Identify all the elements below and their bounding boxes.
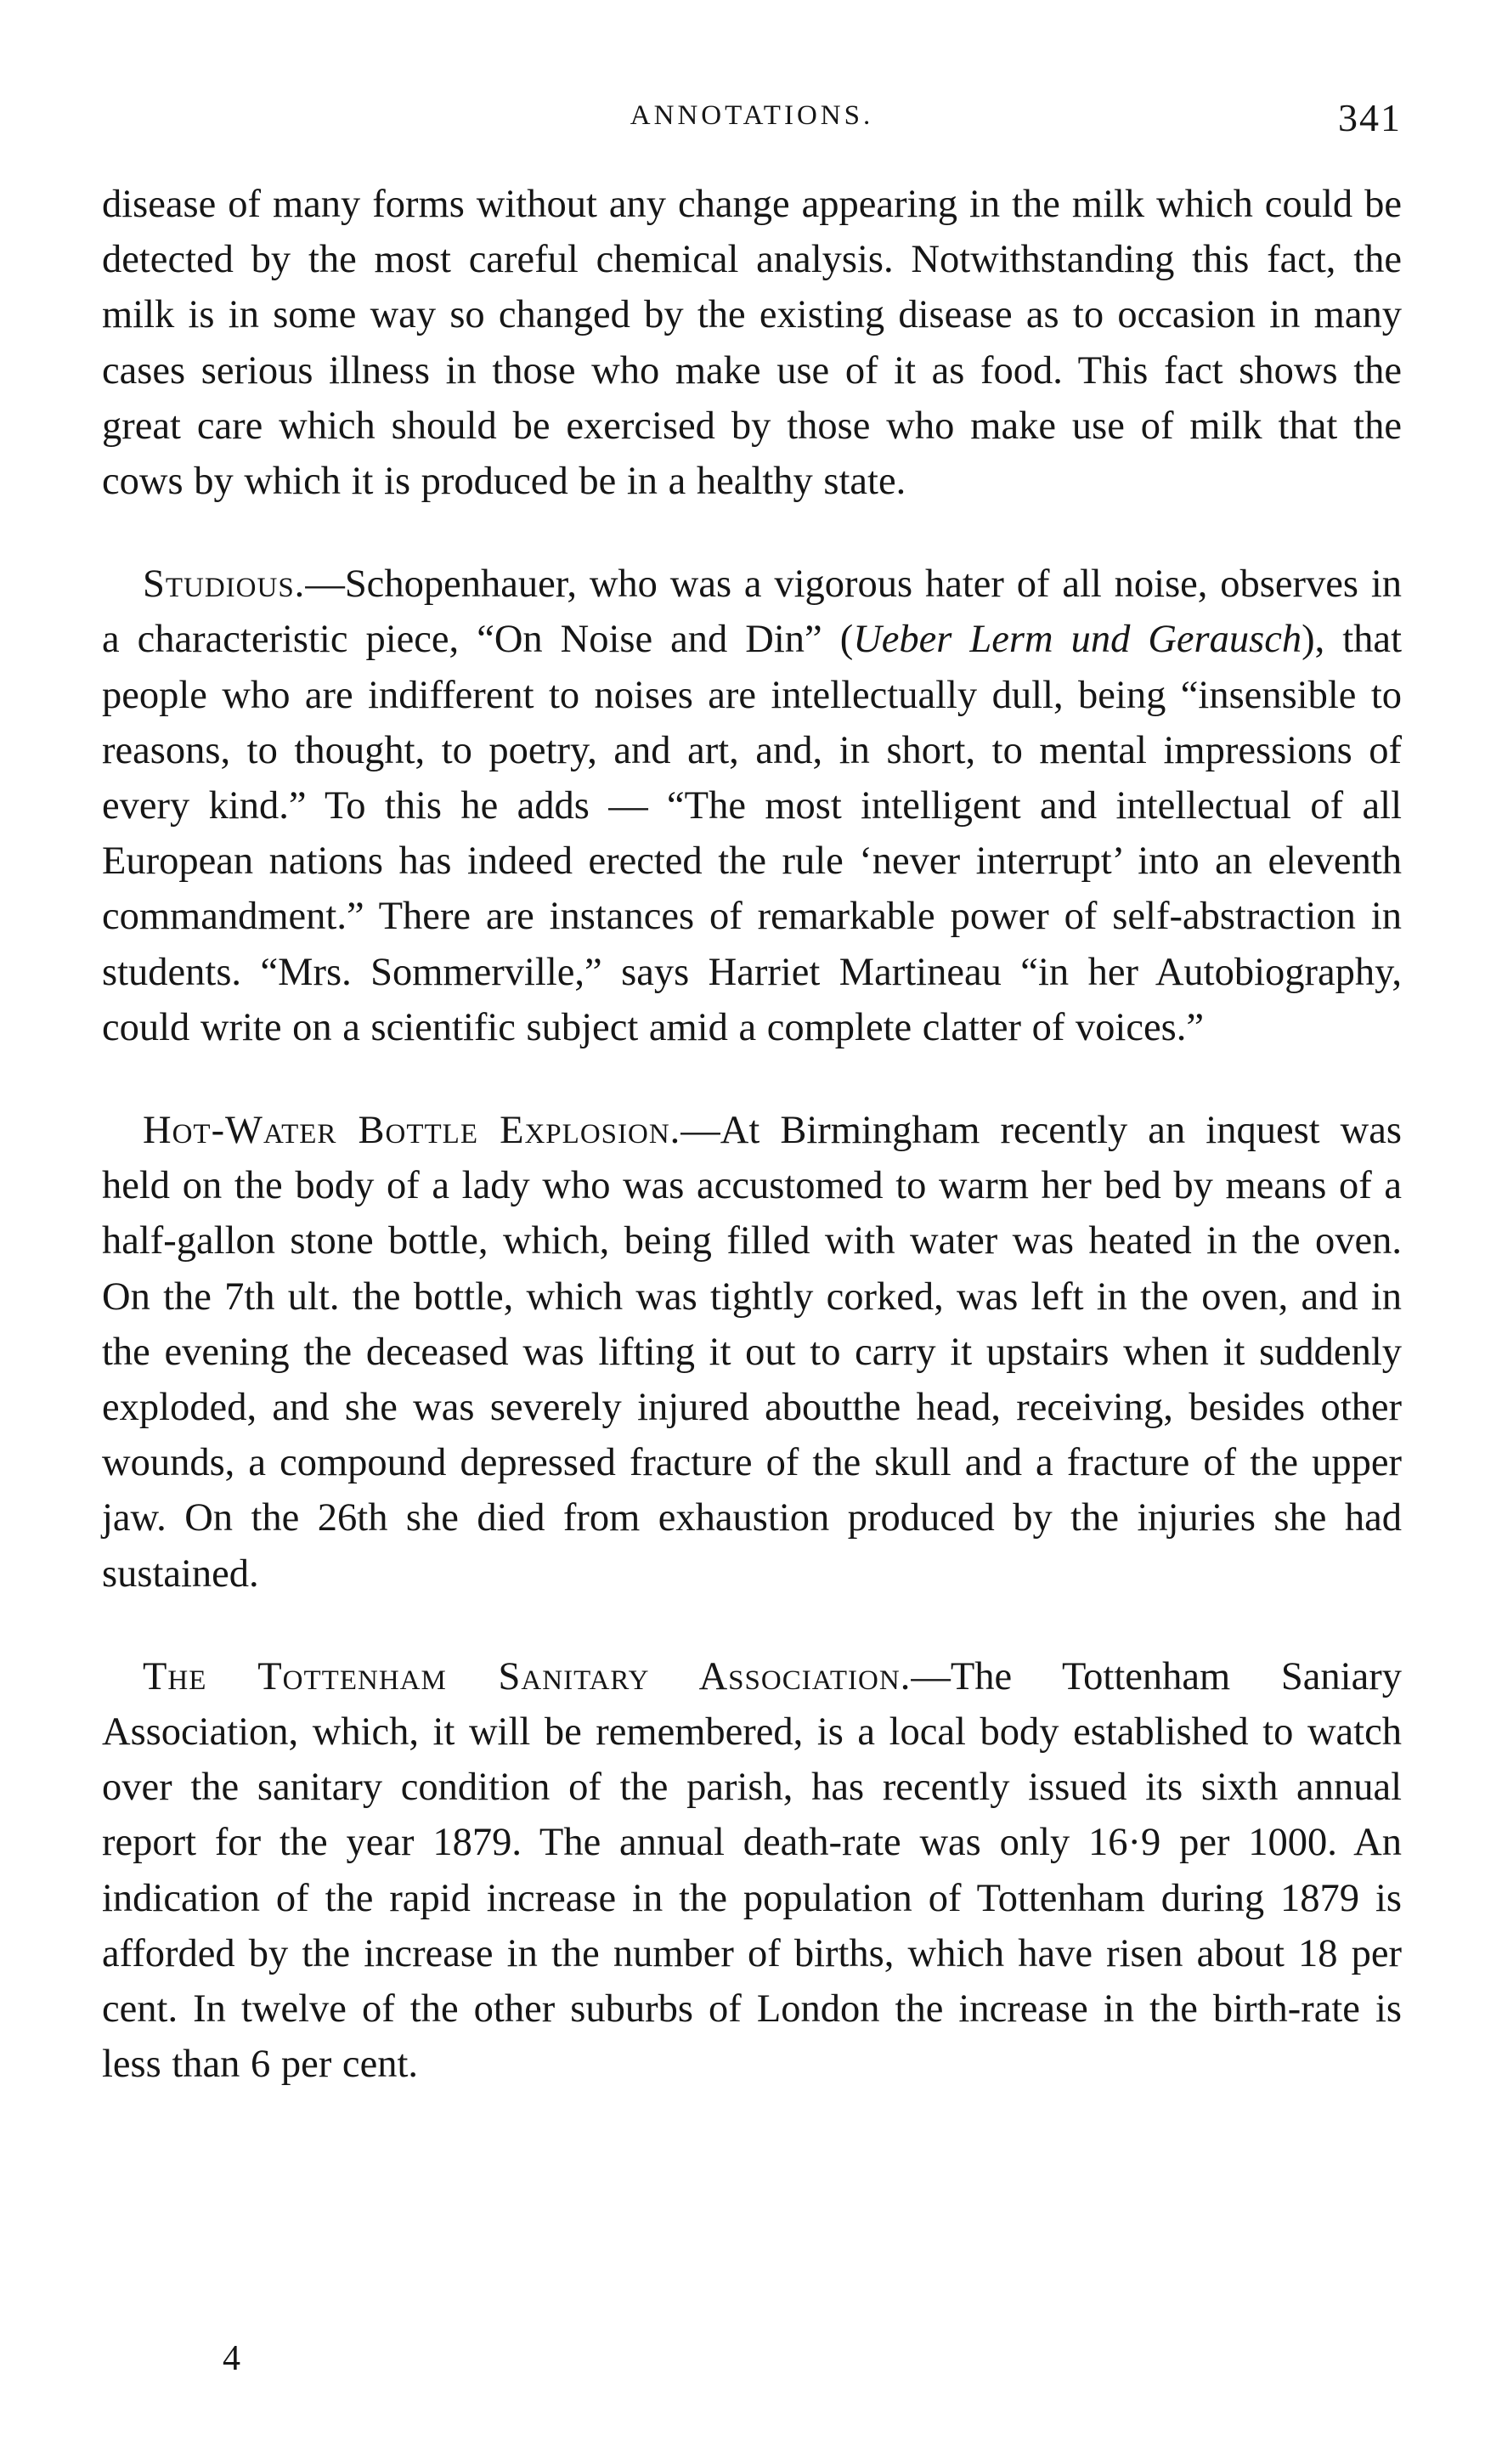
section-heading-studious: Studious.	[143, 562, 306, 607]
paragraph-text: disease of many forms without any change appearing in the milk which could be detected by the most careful chemical analysis. Notwithstanding this fact, the milk is in some way so changed by the existing disease as to occasion in many cases serious illness in those who make use of it as food. This fact shows the great care which should be exercised by those who make use of milk that the cows by which it is produced be in a healthy state.	[102, 183, 1402, 504]
body-text	[102, 177, 1402, 2093]
section-heading-hot-water-bottle: Hot-Water Bottle Explosion.	[143, 1109, 681, 1153]
running-title: ANNOTATIONS.	[630, 100, 874, 131]
paragraph-studious	[102, 557, 1402, 1055]
paragraph-text: —The Tottenham Saniary Association, which, it will be remembered, is a local body established to watch over the sanitary condition of the parish, has recently issued its sixth annual report for the year 1879. The annual death-rate was only 16·9 per 1000. An indication of the rapid increase in the population of Tottenham during 1879 is afforded by the increase in the number of births, which have risen about 18 per cent. In twelve of the other suburbs of London the increase in the birth-rate is less than 6 per cent.	[102, 1654, 1402, 2087]
paragraph-text: —Schopenhauer, who was a vigorous hater of all noise, observes in a characteristic piece, “On Noise and Din” (	[102, 562, 1402, 662]
paragraph-tottenham	[102, 1649, 1402, 2093]
italic-title: Ueber Lerm und Gerausch	[853, 618, 1302, 662]
section-heading-tottenham: The Tottenham Sanitary Association.	[143, 1654, 912, 1698]
paragraph-text: —At Birmingham recently an inquest was held on the body of a lady who was accustomed to warm her bed by means of a half-gallon stone bottle, which, being filled with water was heated in the oven. On the 7th ult. the bottle, which was tightly corked, was left in the oven, and in the evening the deceased was lifting it out to carry it upstairs when it suddenly exploded, and she was severely injured aboutthe head, receiving, besides other wounds, a compound depressed fracture of the skull and a fracture of the upper jaw. On the 26th she died from exhaustion produced by the injuries she had sustained.	[102, 1109, 1402, 1596]
page-number: 341	[1338, 96, 1402, 139]
paragraph-hot-water-bottle	[102, 1103, 1402, 1602]
signature-mark: 4	[223, 2339, 240, 2378]
running-head	[102, 95, 1402, 146]
paragraph-text-after: ), that people who are indifferent to noises are intellectually dull, being “insensible to reasons, to thought, to poetry, and art, and, in short, to mental impressions of every kind.” To this he adds — “The most intelligent and intellectual of all European nations has indeed erected the rule ‘never interrupt’ into an eleventh commandment.” There are instances of remarkable power of self-abstraction in students. “Mrs. Sommerville,” says Harriet Martineau “in her Autobiography, could write on a scientific subject amid a complete clatter of voices.”	[102, 618, 1402, 1049]
paragraph-milk-continuation	[102, 177, 1402, 509]
